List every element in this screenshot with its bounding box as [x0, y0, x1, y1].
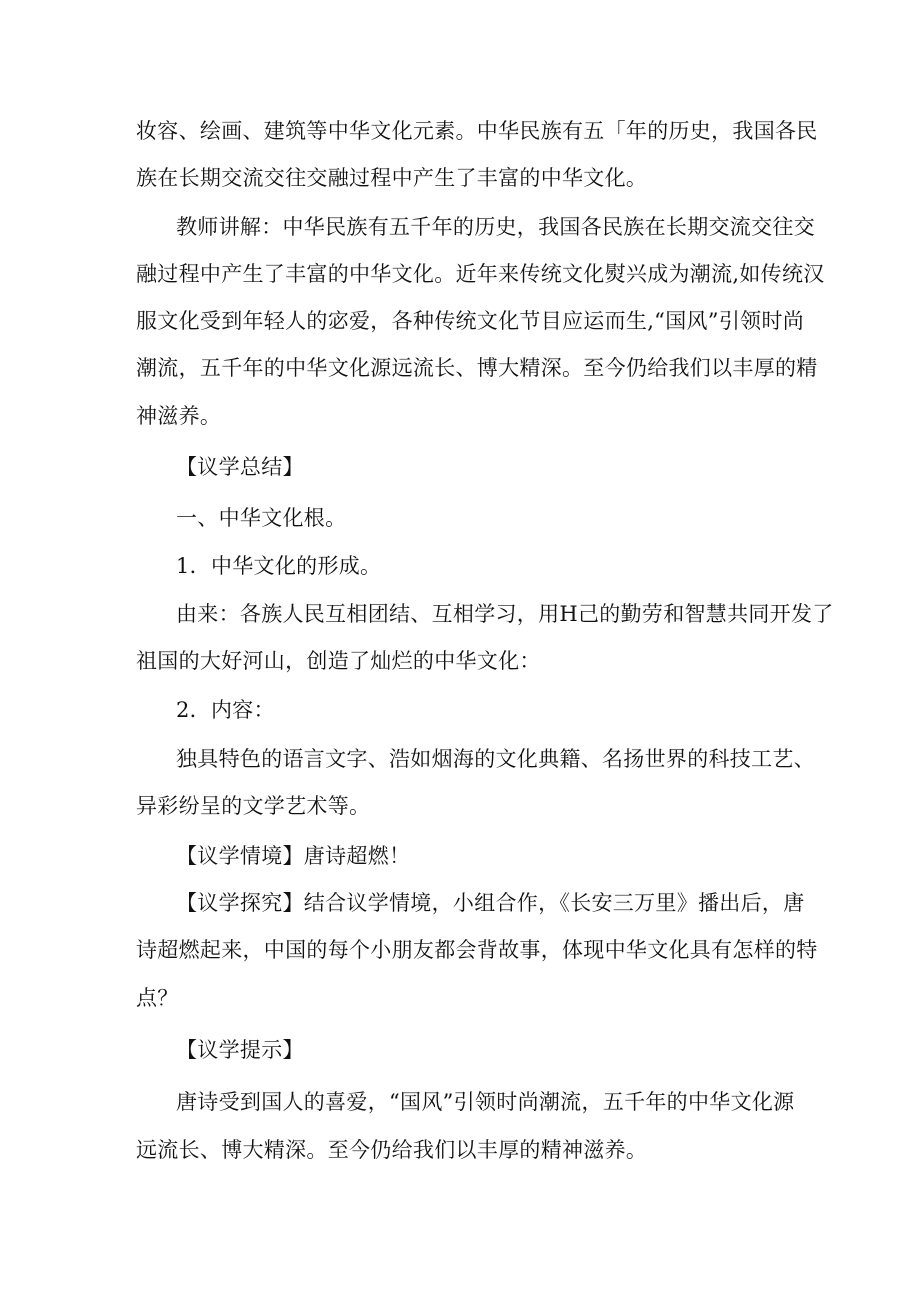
- paragraph-line: 异彩纷呈的文学艺术等。: [136, 794, 371, 818]
- section-heading-situation: 【议学情境】唐诗超燃！: [176, 844, 411, 868]
- section-heading-summary: 【议学总结】: [176, 455, 304, 479]
- paragraph-line: 唐诗受到国人的喜爱，“国风”引领时尚潮流，五千年的中华文化源: [176, 1090, 795, 1114]
- paragraph-line: 点？: [136, 986, 179, 1010]
- paragraph-line: 祖国的大好河山，创造了灿烂的中华文化：: [136, 649, 541, 673]
- subheading-culture-root: 一、中华文化根。: [176, 506, 347, 530]
- paragraph-line: 妆容、绘画、建筑等中华文化元素。中华民族有五「年的历史，我国各民: [136, 119, 818, 143]
- paragraph-line: 由来：各族人民互相团结、互相学习，用H己的勤劳和智慧共同开发了: [176, 602, 834, 626]
- paragraph-line: 独具特色的语言文字、浩如烟海的文化典籍、名扬世界的科技工艺、: [176, 747, 815, 771]
- paragraph-line: 族在长期交流交往交融过程中产生了丰富的中华文化。: [136, 166, 648, 190]
- subheading-content: 2．内容：: [176, 698, 275, 722]
- paragraph-line: 诗超燃起来，中国的每个小朋友都会背故事，体现中华文化具有怎样的特: [136, 938, 818, 962]
- paragraph-line: 融过程中产生了丰富的中华文化。近年来传统文化熨兴成为潮流,如传统汉: [136, 262, 825, 286]
- paragraph-line: 远流长、博大精深。至今仍给我们以丰厚的精神滋养。: [136, 1138, 648, 1162]
- paragraph-line: 潮流，五千年的中华文化源远流长、博大精深。至今仍给我们以丰厚的精: [136, 356, 818, 380]
- teacher-explanation-line: 教师讲解：中华民族有五千年的历史，我国各民族在长期交流交往交: [176, 215, 815, 239]
- paragraph-line: 服文化受到年轻人的宓爱，各种传统文化节目应运而生,“国风”引领时尚: [136, 309, 805, 333]
- paragraph-line: 神滋养。: [136, 404, 222, 428]
- section-heading-inquiry: 【议学探究】结合议学情境，小组合作，《长安三万里》播出后，唐: [176, 891, 805, 915]
- section-heading-hint: 【议学提示】: [176, 1038, 304, 1062]
- subheading-formation: 1．中华文化的形成。: [176, 554, 382, 578]
